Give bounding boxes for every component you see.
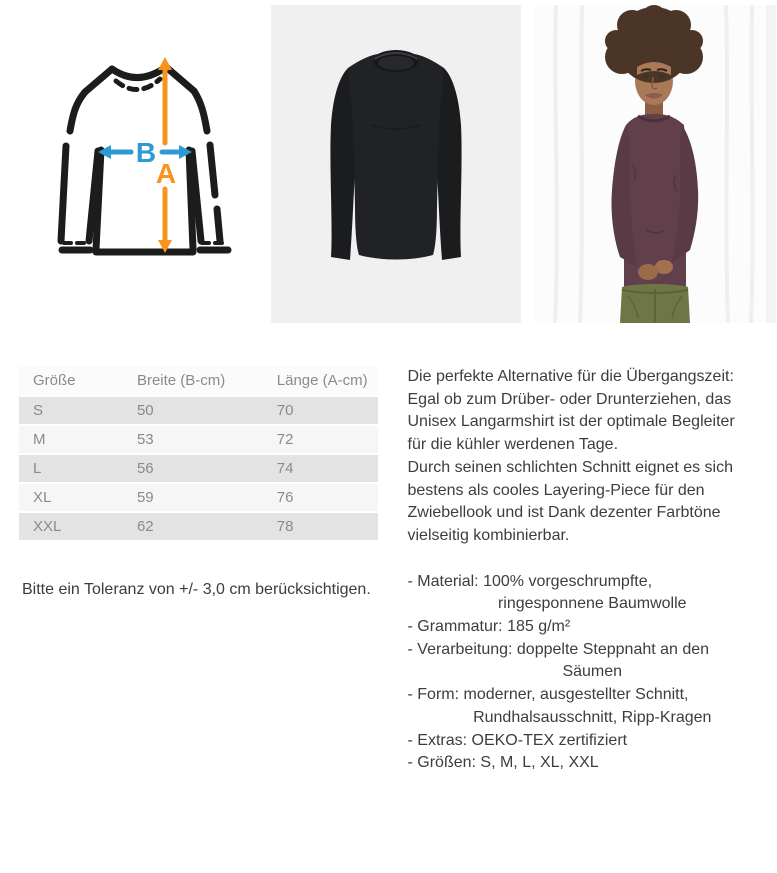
- table-cell: 56: [123, 455, 263, 484]
- description-line: bestens als cooles Layering-Piece für den: [407, 481, 705, 499]
- table-cell: XXL: [19, 513, 123, 542]
- bullet-item: [408, 752, 777, 775]
- table-cell: M: [19, 426, 123, 455]
- bullet-item: [408, 639, 777, 684]
- bullet-line-continuation: ringesponnene Baumwolle: [497, 595, 687, 613]
- model-photo: [534, 5, 776, 328]
- width-arrow-icon: [98, 137, 192, 168]
- model-burgundy-longsleeve-photo: [534, 5, 776, 323]
- burgundy-shirt: [611, 114, 698, 290]
- column-header: Größe: [19, 366, 123, 397]
- measure-label-a: A: [155, 158, 177, 189]
- table-cell: 53: [123, 426, 263, 455]
- product-description: [408, 366, 777, 775]
- product-info-section: [0, 366, 777, 775]
- olive-pants: [620, 284, 690, 323]
- table-row: [19, 513, 378, 542]
- bullet-item: [408, 730, 777, 753]
- length-arrow-icon: [156, 57, 176, 253]
- table-cell: 76: [263, 484, 378, 513]
- description-line: Die perfekte Alternative für die Übergangszeit:: [407, 368, 734, 385]
- table-row: [19, 426, 378, 455]
- table-cell: 59: [123, 484, 263, 513]
- column-header: Breite (B-cm): [123, 366, 263, 397]
- table-cell: 70: [263, 397, 378, 426]
- description-line: Unisex Langarmshirt ist der optimale Begleiter: [407, 413, 735, 431]
- size-table-body: [19, 397, 378, 542]
- size-table-column: [19, 366, 378, 599]
- table-row: [19, 455, 378, 484]
- table-cell: 62: [123, 513, 263, 542]
- description-line: Zwiebellook und ist Dank dezenter Farbtöne: [407, 504, 721, 522]
- table-cell: 72: [263, 426, 378, 455]
- bullet-line: - Material: 100% vorgeschrumpfte,: [407, 572, 653, 590]
- table-row: [19, 484, 378, 513]
- bullet-line: - Größen: S, M, L, XL, XXL: [407, 754, 599, 772]
- description-line: Egal ob zum Drüber- oder Drunterziehen, das: [407, 390, 732, 408]
- bullet-line-continuation: Rundhalsausschnitt, Ripp-Kragen: [473, 708, 712, 726]
- afro-hair: [605, 5, 703, 83]
- column-header: Länge (A-cm): [263, 366, 378, 397]
- table-cell: XL: [19, 484, 123, 513]
- bullet-line: - Grammatur: 185 g/m²: [407, 618, 571, 636]
- description-line: vielseitig kombinierbar.: [407, 526, 570, 544]
- table-cell: 78: [263, 513, 378, 542]
- product-photo-black: [271, 5, 521, 328]
- bullet-item: [408, 684, 777, 729]
- table-cell: S: [19, 397, 123, 426]
- measure-label-b: B: [135, 137, 157, 168]
- tolerance-note: Bitte ein Toleranz von +/- 3,0 cm berücksichtigen.: [22, 581, 371, 598]
- size-diagram-image: [8, 5, 258, 328]
- bullet-line-continuation: Säumen: [562, 663, 623, 681]
- bullet-line: - Form: moderner, ausgestellter Schnitt,: [407, 686, 689, 704]
- description-paragraphs: [408, 366, 777, 548]
- black-longsleeve-photo: [271, 5, 521, 323]
- size-table-header-row: [19, 366, 378, 397]
- description-line: für die kühler werdenen Tage.: [407, 436, 619, 454]
- bullet-line: - Extras: OEKO-TEX zertifiziert: [407, 731, 628, 749]
- table-cell: 50: [123, 397, 263, 426]
- description-line: Durch seinen schlichten Schnitt eignet es sich: [407, 458, 734, 476]
- product-image-gallery: [8, 5, 776, 328]
- bullet-item: [408, 571, 777, 616]
- longsleeve-measurement-diagram-icon: [8, 5, 258, 323]
- description-bullets: [408, 571, 777, 775]
- table-cell: 74: [263, 455, 378, 484]
- bullet-item: [408, 616, 777, 639]
- size-table: [19, 366, 378, 542]
- table-row: [19, 397, 378, 426]
- table-cell: L: [19, 455, 123, 484]
- bullet-line: - Verarbeitung: doppelte Steppnaht an den: [407, 640, 710, 658]
